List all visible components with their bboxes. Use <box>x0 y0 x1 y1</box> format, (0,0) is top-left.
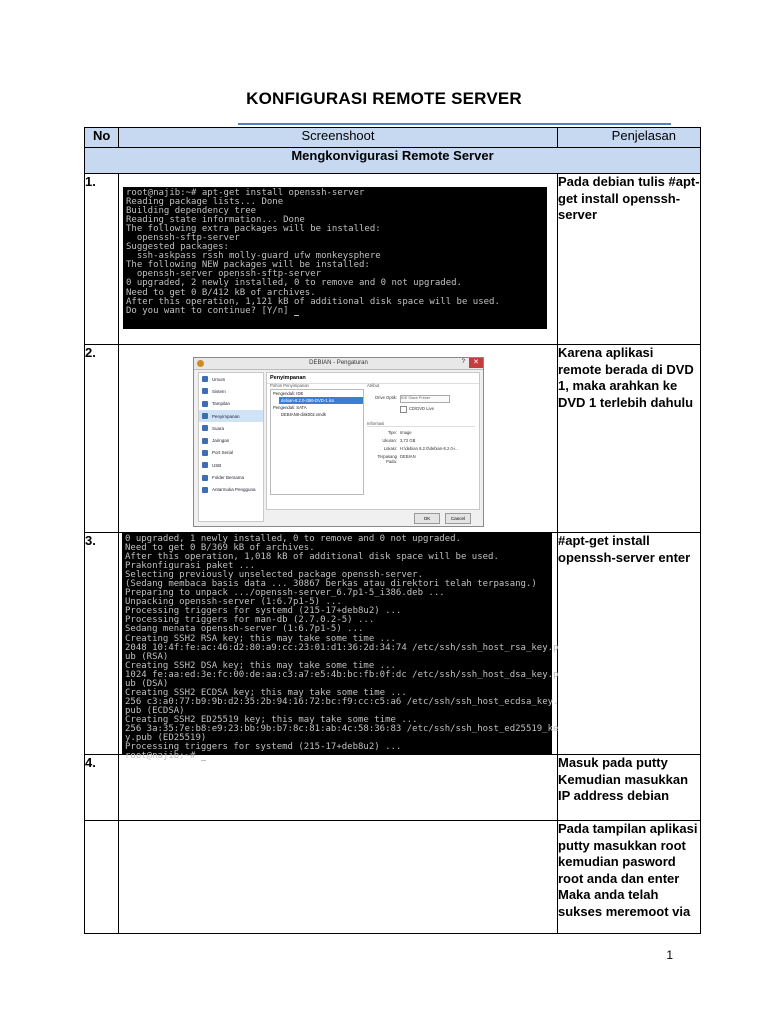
terminal-line: Reading package lists... Done <box>126 197 284 208</box>
table-row <box>85 345 701 533</box>
terminal-line: Processing triggers for man-db (2.7.0.2-5) ... <box>125 615 375 626</box>
info-list <box>367 430 475 464</box>
terminal-line: Reading state information... Done <box>126 215 305 226</box>
info-key: Terpasang Pada: <box>377 454 397 464</box>
terminal-line: 2048 10:4f:fe:ac:46:d2:80:a9:cc:23:01:d1:36:2d:34:74 /etc/ssh/ssh_host_rsa_key.p <box>125 642 559 653</box>
virtualbox-settings-dialog <box>193 357 484 527</box>
info-value: Image <box>400 430 412 435</box>
info-key: Tipe: <box>387 430 397 435</box>
terminal-line: ub (DSA) <box>125 678 169 689</box>
table-row <box>85 821 701 934</box>
settings-category-icon <box>202 425 208 431</box>
terminal-line: Do you want to continue? [Y/n] <box>126 307 544 316</box>
terminal-line: 256 3a:35:7e:b8:e9:23:bb:9b:b7:8c:81:ab:4c:58:36:83 /etc/ssh/ssh_host_ed25519_ke <box>125 723 559 734</box>
terminal-line: Creating SSH2 ECDSA key; this may take some time ... <box>125 687 407 698</box>
sidebar-item-label: Tampilan <box>212 401 231 407</box>
terminal-cursor <box>294 315 299 316</box>
sidebar-item[interactable] <box>199 484 263 496</box>
sidebar-item-label: Suara <box>212 425 225 431</box>
optical-drive-select[interactable] <box>400 395 450 403</box>
tree-label: Pohon Penyimpanan <box>270 383 309 388</box>
settings-category-icon <box>202 376 208 382</box>
terminal-line: 0 upgraded, 1 newly installed, 0 to remove and 0 not upgraded. <box>125 534 461 544</box>
page-title: KONFIGURASI REMOTE SERVER <box>246 89 522 108</box>
cancel-button[interactable]: Cancel <box>445 513 471 524</box>
info-value: H:\debian 8.2.0\debian-8.2.0-i... <box>400 446 459 451</box>
storage-tree-item[interactable]: DEBIAN8-disk002.vmdk <box>281 412 326 417</box>
live-cd-label: CD/DVD Live <box>409 406 434 411</box>
terminal-line: pub (ECDSA) <box>125 705 185 716</box>
terminal-line: Selecting previously unselected package openssh-server. <box>125 570 424 581</box>
close-icon[interactable]: ✕ <box>469 358 483 368</box>
sidebar-item[interactable] <box>199 398 263 410</box>
dialog-title: DEBIAN - Pengaturan <box>309 360 368 366</box>
terminal-line: ub (RSA) <box>125 651 169 662</box>
settings-category-icon <box>202 450 208 456</box>
row-description: #apt-get install openssh-server enter <box>558 533 701 755</box>
sidebar-item-label: Port Serial <box>212 450 234 456</box>
section-title: Mengkonvigurasi Remote Server <box>85 148 701 174</box>
header-desc: Penjelasan <box>558 128 701 148</box>
attr-key: Drive Optik: <box>375 395 397 400</box>
sidebar-item[interactable] <box>199 422 263 434</box>
sidebar-item-label: USB <box>212 462 222 468</box>
sidebar-item[interactable] <box>199 459 263 471</box>
settings-category-icon <box>202 487 208 493</box>
row-number: 2. <box>85 345 119 533</box>
info-value: 3,72 GB <box>400 438 416 443</box>
info-value: DEBIAN <box>400 454 416 459</box>
terminal-line: ssh-askpass rssh molly-guard ufw monkeysphere <box>126 251 381 262</box>
row-description: Karena aplikasi remote berada di DVD 1, maka arahkan ke DVD 1 terlebih dahulu <box>558 345 701 533</box>
terminal-line: (Sedang membaca basis data ... 30867 berkas atau direktori telah terpasang.) <box>125 579 537 590</box>
row-number: 4. <box>85 755 119 821</box>
terminal-line: openssh-sftp-server <box>126 233 240 244</box>
attr-label: Atribut <box>367 383 380 388</box>
terminal-line: openssh-server openssh-sftp-server <box>126 269 322 280</box>
table-row <box>85 755 701 821</box>
terminal-line: Sedang menata openssh-server (1:6.7p1-5) ... <box>125 624 364 635</box>
ok-button[interactable]: OK <box>414 513 440 524</box>
info-row <box>367 438 475 443</box>
live-cd-checkbox[interactable] <box>400 406 407 413</box>
sidebar-item[interactable] <box>199 373 263 385</box>
terminal-line: After this operation, 1,121 kB of additional disk space will be used. <box>126 296 500 307</box>
settings-category-icon <box>202 475 208 481</box>
terminal-line: Building dependency tree <box>126 206 257 217</box>
row-number: 3. <box>85 533 119 755</box>
terminal-line: 1024 fe:aa:ed:3e:fc:00:de:aa:c3:a7:e5:4b:bc:fb:0f:dc /etc/ssh/ssh_host_dsa_key.p <box>125 669 559 680</box>
settings-category-icon <box>202 438 208 444</box>
optical-drive-value: IDE Slave Primer <box>401 396 431 400</box>
storage-panel <box>266 372 480 510</box>
steps-table <box>84 127 701 934</box>
terminal-line: Creating SSH2 DSA key; this may take some time ... <box>125 660 396 671</box>
row-number <box>85 821 119 934</box>
terminal-line: Need to get 0 B/369 kB of archives. <box>125 543 315 554</box>
terminal-line: 256 c3:a0:77:b9:9b:d2:35:2b:94:16:72:bc:f9:cc:c5:a6 /etc/ssh/ssh_host_ecdsa_key. <box>125 696 559 707</box>
settings-category-icon <box>202 401 208 407</box>
storage-tree-item[interactable]: Pengendali: IDE <box>273 391 304 396</box>
terminal-line: root@najib:~# apt-get install openssh-server <box>126 188 365 198</box>
sidebar-item[interactable] <box>199 410 263 422</box>
sidebar-item[interactable] <box>199 434 263 446</box>
sidebar-item[interactable] <box>199 385 263 397</box>
info-key: Lokasi: <box>383 446 397 451</box>
terminal-line: Processing triggers for systemd (215-17+deb8u2) ... <box>125 742 402 753</box>
terminal-line: Preparing to unpack .../openssh-server_6.7p1-5_i386.deb ... <box>125 588 445 599</box>
sidebar-item-label: Antarmuka Pengguna <box>212 487 256 493</box>
terminal-line: 0 upgraded, 2 newly installed, 0 to remove and 0 not upgraded. <box>126 278 462 289</box>
terminal-line: Suggested packages: <box>126 242 229 253</box>
help-icon[interactable]: ? <box>461 359 465 365</box>
info-row <box>367 454 475 464</box>
screenshot-cell <box>119 755 558 821</box>
terminal-line: Prakonfigurasi paket ... <box>125 561 256 572</box>
settings-sidebar <box>198 372 264 522</box>
screenshot-cell <box>119 533 559 762</box>
sidebar-item-label: Folder Bersama <box>212 475 245 481</box>
table-row <box>85 174 701 345</box>
sidebar-item-label: Jaringan <box>212 438 230 444</box>
info-row <box>367 430 475 435</box>
storage-tree-item[interactable]: debian-8.2.0-i386-DVD-1.iso <box>279 397 363 404</box>
terminal-line: Creating SSH2 RSA key; this may take some time ... <box>125 633 396 644</box>
sidebar-item[interactable] <box>199 447 263 459</box>
settings-category-icon <box>202 413 208 419</box>
table-row <box>85 533 701 755</box>
storage-tree-item[interactable]: Pengendali: SATA <box>273 405 307 410</box>
row-description: Masuk pada putty Kemudian masukkan IP address debian <box>558 755 701 821</box>
info-key: Ukuran: <box>382 438 397 443</box>
settings-category-icon <box>202 462 208 468</box>
row-number: 1. <box>85 174 119 345</box>
attributes-panel <box>367 383 475 493</box>
row-description: Pada tampilan aplikasi putty masukkan root kemudian pasword root anda dan enter Maka anda telah sukses meremoot via <box>558 821 701 934</box>
info-label: Informasi <box>367 421 475 427</box>
table-header-row <box>85 128 701 148</box>
info-row <box>367 446 475 451</box>
section-row <box>85 148 701 174</box>
screenshot-cell <box>119 345 558 533</box>
screenshot-cell <box>119 821 558 934</box>
terminal-line: y.pub (ED25519) <box>125 733 207 744</box>
terminal-screenshot-apt-get <box>123 187 547 329</box>
panel-title: Penyimpanan <box>267 373 479 384</box>
sidebar-item-label: Umum <box>212 376 226 382</box>
settings-category-icon <box>202 388 208 394</box>
terminal-line: root@najib:~# <box>125 752 549 761</box>
row-description: Pada debian tulis #apt-get install openssh-server <box>558 174 701 345</box>
terminal-line: Creating SSH2 ED25519 key; this may take some time ... <box>125 714 418 725</box>
page-number: 1 <box>666 948 673 962</box>
dialog-titlebar <box>194 358 483 370</box>
header-screenshot: Screenshoot <box>119 128 558 148</box>
storage-tree[interactable] <box>270 389 364 495</box>
terminal-line: After this operation, 1,018 kB of additional disk space will be used. <box>125 552 499 563</box>
header-no: No <box>85 128 119 148</box>
terminal-line: Processing triggers for systemd (215-17+deb8u2) ... <box>125 606 402 617</box>
terminal-screenshot-install-output <box>122 533 559 762</box>
sidebar-item-label: Penyimpanan <box>212 413 240 419</box>
sidebar-item-label: Sistem <box>212 388 226 394</box>
title-underline <box>238 123 671 125</box>
terminal-line: Unpacking openssh-server (1:6.7p1-5) ... <box>125 597 342 608</box>
sidebar-item[interactable] <box>199 471 263 483</box>
terminal-line: The following extra packages will be installed: <box>126 224 381 235</box>
screenshot-cell <box>119 174 558 345</box>
terminal-line: The following NEW packages will be installed: <box>126 260 370 271</box>
terminal-line: Need to get 0 B/412 kB of archives. <box>126 287 316 298</box>
